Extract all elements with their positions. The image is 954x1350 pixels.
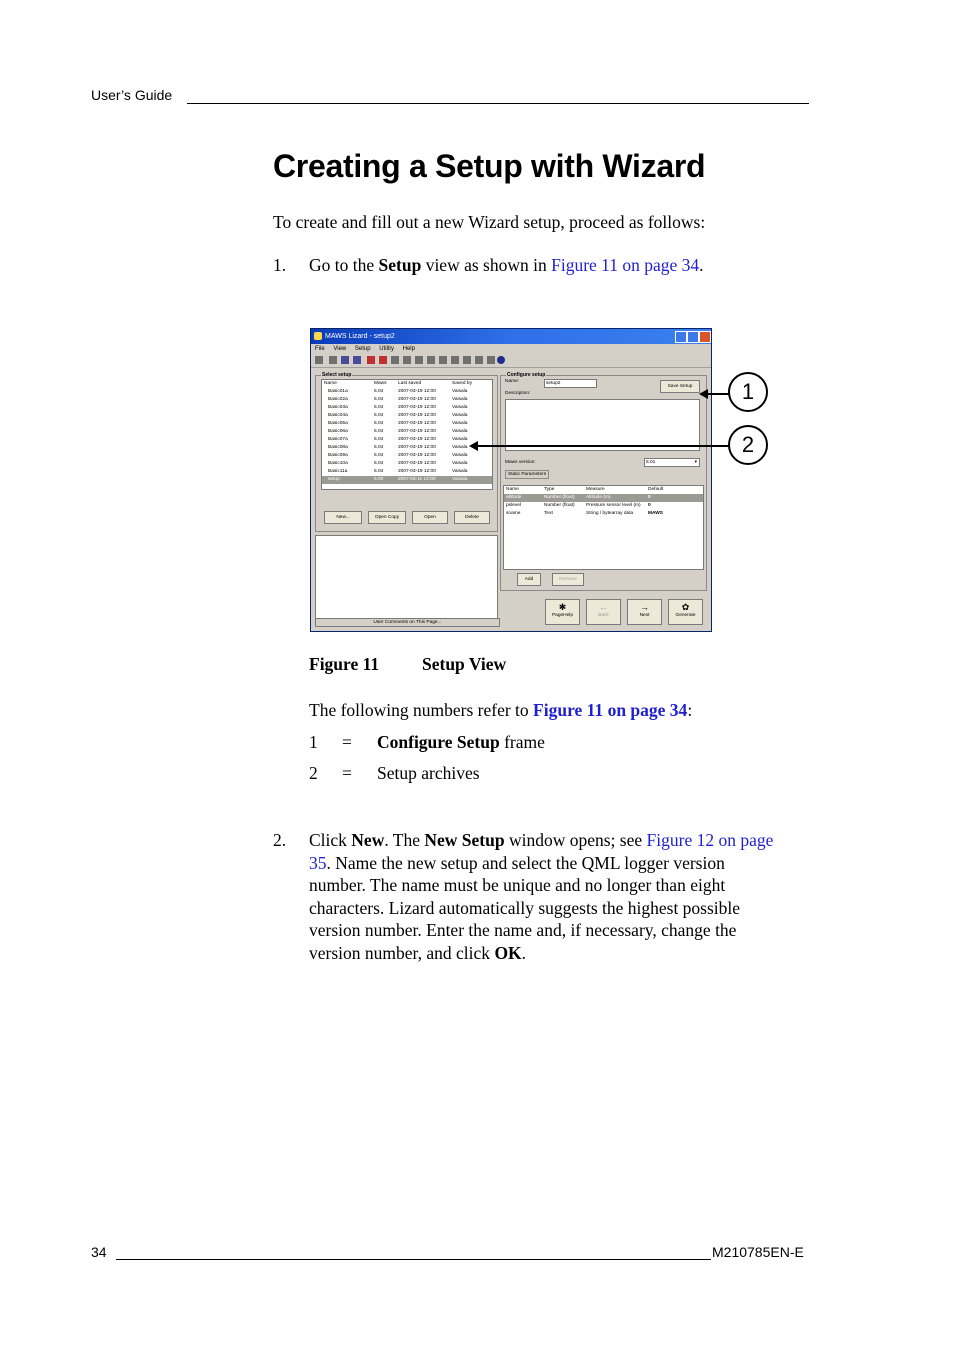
add-button[interactable]: Add — [517, 573, 541, 586]
minimize-icon[interactable] — [675, 331, 687, 343]
table-row[interactable]: altitude Number (float) Altitude (m) 0 — [504, 494, 703, 502]
generate-button[interactable]: ✿ Generate — [668, 599, 703, 625]
menu-setup[interactable]: Setup — [354, 346, 371, 352]
list-item[interactable]: Basic06a 5.04 2007-03-19 12:00 Vaisala — [328, 429, 468, 434]
menu-bar — [311, 344, 711, 354]
table-header: Name Type Measure Default — [506, 487, 664, 492]
back-button[interactable]: ← Back — [586, 599, 621, 625]
page-number: 34 — [91, 1244, 107, 1260]
toolbar-icon[interactable] — [475, 356, 483, 364]
next-button[interactable]: → Next — [627, 599, 662, 625]
toolbar-icon[interactable] — [353, 356, 361, 364]
toolbar-icon[interactable] — [439, 356, 447, 364]
remove-button[interactable]: Remove — [552, 573, 584, 586]
table-row[interactable]: pslevel Number (float) Pressure sensor level (m) 0 — [506, 503, 651, 508]
toolbar-icon[interactable] — [403, 356, 411, 364]
figure12-link[interactable]: Figure 12 on page — [646, 830, 774, 850]
refs-paragraph: The following numbers refer to Figure 11 on page 34: — [309, 700, 693, 720]
list-header: Name Maws Last saved Saved by — [324, 381, 473, 386]
toolbar — [311, 354, 711, 368]
toolbar-icon[interactable] — [315, 356, 323, 364]
callout-2-arrowhead — [469, 441, 478, 451]
toolbar-icon[interactable] — [367, 356, 375, 364]
pagehelp-button[interactable]: ✱ PageHelp — [545, 599, 580, 625]
toolbar-icon[interactable] — [379, 356, 387, 364]
figure-caption-text: Setup View — [422, 654, 507, 674]
running-header: User’s Guide — [91, 87, 173, 103]
static-parameters-table[interactable] — [503, 485, 704, 570]
description-label: Description: — [505, 391, 531, 396]
save-setup-button[interactable]: Save Setup — [660, 380, 700, 393]
ref-item-2-text: Setup archives — [377, 763, 480, 783]
list-item[interactable]: setup 6.00 2007-03-11 12:00 Vaisala — [322, 476, 492, 484]
maws-version-label: Maws version: — [505, 460, 536, 465]
list-item[interactable]: Basic07a 5.04 2007-03-19 12:00 Vaisala — [328, 437, 468, 442]
section-title: Creating a Setup with Wizard — [273, 148, 706, 184]
list-item[interactable]: Basic10a 5.04 2007-03-19 12:00 Vaisala — [328, 461, 468, 466]
configure-setup-group — [500, 372, 707, 591]
toolbar-icon[interactable] — [329, 356, 337, 364]
select-setup-title: Select setup — [322, 372, 352, 378]
tab-static-parameters[interactable]: Static Parameters — [505, 470, 549, 479]
step1-number: 1. — [273, 255, 287, 275]
configure-setup-title: Configure setup — [507, 372, 546, 378]
callout-1-arrowhead — [699, 389, 708, 399]
figure11-link[interactable]: Figure 11 on page 34 — [551, 255, 700, 275]
pagehelp-icon: ✱ — [558, 602, 567, 612]
next-arrow-icon: → — [640, 602, 649, 612]
setup-archive-list[interactable] — [321, 379, 493, 490]
ref-item-1-number: 1 — [309, 732, 318, 752]
figure-caption-label: Figure 11 — [309, 654, 380, 674]
ref-item-2-number: 2 — [309, 763, 318, 783]
chevron-down-icon: ▾ — [694, 460, 697, 465]
menu-file[interactable]: File — [315, 346, 325, 352]
window-titlebar — [311, 329, 711, 344]
step2-text: Click New. The New Setup window opens; see Figure 12 on page 35. Name the new setup and select the QML logger version number. The name must be unique and no longer than eight characters. Lizard automatically suggests the highest possible version number. Enter the name and, if necessary, change the version number, and click OK. — [309, 830, 774, 963]
toolbar-icon[interactable] — [451, 356, 459, 364]
intro-paragraph: To create and fill out a new Wizard setup, proceed as follows: — [273, 212, 706, 232]
list-item[interactable]: Basic02a 5.04 2007-03-19 12:00 Vaisala — [328, 397, 468, 402]
maximize-icon[interactable] — [687, 331, 699, 343]
callout-2: 2 — [728, 425, 768, 465]
list-item[interactable]: Basic08a 5.04 2007-03-19 12:00 Vaisala — [328, 445, 468, 450]
select-setup-group — [315, 372, 498, 532]
toolbar-icon[interactable] — [341, 356, 349, 364]
list-item[interactable]: Basic04a 5.04 2007-03-19 12:00 Vaisala — [328, 413, 468, 418]
step1-text: Go to the Setup view as shown in Figure 11 on page 34. — [309, 255, 704, 275]
info-icon[interactable] — [497, 356, 505, 364]
user-comments-box[interactable] — [315, 535, 498, 623]
menu-view[interactable]: View — [333, 346, 347, 352]
callout-1-leader — [706, 393, 730, 395]
name-label: Name: — [505, 379, 520, 384]
document-code: M210785EN-E — [712, 1244, 804, 1260]
new-button[interactable]: New... — [324, 511, 362, 524]
toolbar-icon[interactable] — [487, 356, 495, 364]
list-item[interactable]: Basic11a 5.04 2007-03-19 12:00 Vaisala — [328, 469, 468, 474]
toolbar-icon[interactable] — [463, 356, 471, 364]
list-item[interactable]: Basic09a 5.04 2007-03-19 12:00 Vaisala — [328, 453, 468, 458]
user-comments-label[interactable]: User Comments on This Page... — [315, 618, 500, 627]
footer-rule — [116, 1259, 711, 1260]
list-item[interactable]: Basic01a 5.04 2007-03-19 12:00 Vaisala — [328, 389, 468, 394]
toolbar-icon[interactable] — [391, 356, 399, 364]
figure11-ref-link[interactable]: Figure 11 on page 34 — [533, 700, 688, 720]
figure12-page-link[interactable]: 35 — [309, 852, 327, 873]
window-title: MAWS Lizard - setup2 — [325, 333, 395, 340]
open-copy-button[interactable]: Open Copy — [368, 511, 406, 524]
callout-1: 1 — [728, 372, 768, 412]
open-button[interactable]: Open — [412, 511, 448, 524]
ref-item-1-eq: = — [342, 732, 352, 752]
setup-name-field[interactable]: setup2 — [544, 379, 597, 388]
ref-item-2-eq: = — [342, 763, 352, 783]
step2-number: 2. — [273, 830, 287, 850]
list-item[interactable]: Basic05a 5.04 2007-03-19 12:00 Vaisala — [328, 421, 468, 426]
list-item[interactable]: Basic03a 5.04 2007-03-19 12:00 Vaisala — [328, 405, 468, 410]
generate-icon: ✿ — [681, 602, 690, 612]
callout-2-leader — [476, 445, 730, 447]
maws-version-select[interactable]: 6.01 ▾ — [644, 458, 700, 467]
menu-help[interactable]: Help — [402, 346, 415, 352]
toolbar-icon[interactable] — [415, 356, 423, 364]
back-arrow-icon: ← — [599, 602, 608, 612]
close-icon[interactable] — [699, 331, 711, 343]
ref-item-1-text: Configure Setup frame — [377, 732, 545, 752]
header-rule — [187, 103, 809, 104]
description-field[interactable] — [505, 399, 700, 451]
menu-utility[interactable]: Utility — [379, 346, 394, 352]
app-icon — [314, 332, 322, 340]
delete-button[interactable]: Delete — [454, 511, 490, 524]
table-row[interactable]: sname Text String / bytearray data MAWS — [506, 511, 663, 516]
setup-view-screenshot — [310, 328, 712, 632]
toolbar-icon[interactable] — [427, 356, 435, 364]
